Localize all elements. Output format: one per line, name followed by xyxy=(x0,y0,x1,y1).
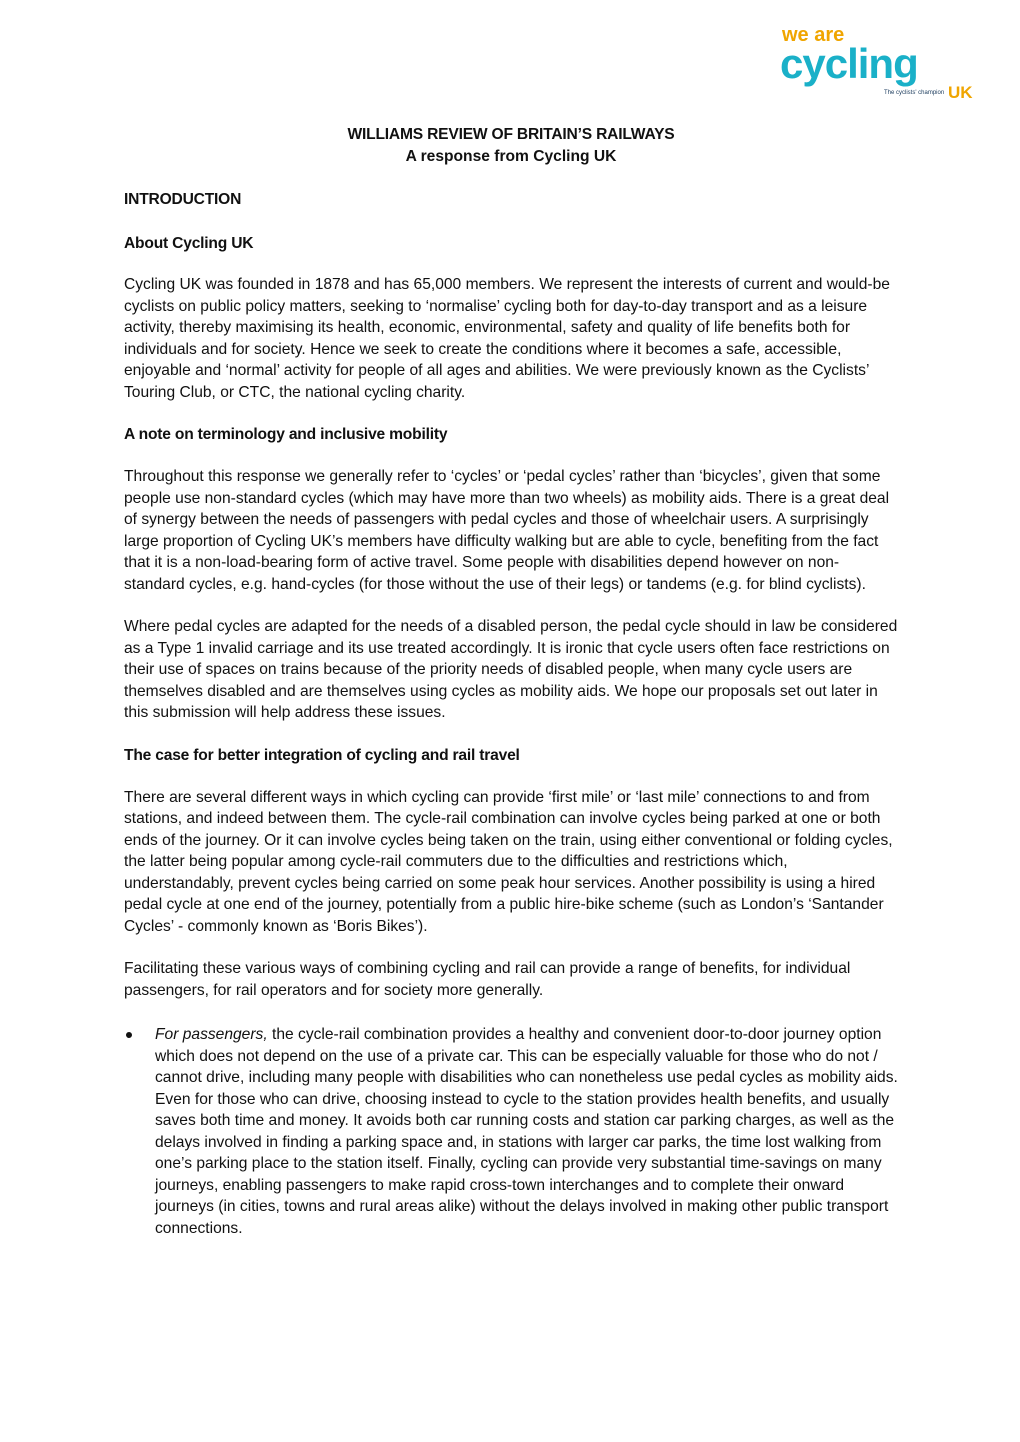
bullet-icon xyxy=(126,1032,132,1038)
logo-line1: we are xyxy=(782,24,845,46)
logo-line3: UK xyxy=(948,83,973,100)
paragraph-terminology-1: Throughout this response we generally refer to ‘cycles’ or ‘pedal cycles’ rather than ‘bicycles’, given that some people use non-standard cycles (which may have more than two wheels) as mobility aids. There is a great deal of synergy between the needs of passengers with pedal cycles and those of wheelchair users. A surprisingly large proportion of Cycling UK’s members have difficulty walking but are able to cycle, benefiting from the fact that it is a non-load-bearing form of active travel. Some people with disabilities depend however on non-standard cycles, e.g. hand-cycles (for those without the use of their legs) or tandems (e.g. for blind cyclists). xyxy=(124,468,890,593)
paragraph-integration-1: There are several different ways in which cycling can provide ‘first mile’ or ‘last mile’ connections to and from stations, and indeed between them. The cycle-rail combination can involve cycles being parked at one or both ends of the journey. Or it can involve cycles being taken on the train, using either conventional or folding cycles, the latter being popular among cycle-rail commuters due to the difficulties and restrictions which, understandably, prevent cycles being carried on some peak hour services. Another possibility is using a hired pedal cycle at one end of the journey, potentially from a public hire-bike scheme (such as London’s ‘Santander Cycles’ - commonly known as ‘Boris Bikes’). xyxy=(124,788,893,935)
cycling-uk-logo xyxy=(780,24,980,100)
benefits-list xyxy=(124,1024,898,1239)
paragraph-about: Cycling UK was founded in 1878 and has 65,000 members. We represent the interests of current and would-be cyclists on public policy matters, seeking to ‘normalise’ cycling both for day-to-day transport and as a leisure activity, thereby maximising its health, economic, environmental, safety and quality of life benefits both for individuals and for society. Hence we seek to create the conditions where it becomes a safe, accessible, enjoyable and ‘normal’ activity for people of all ages and abilities. We were previously known as the Cyclists’ Touring Club, or CTC, the national cycling charity. xyxy=(124,276,890,401)
heading-about: About Cycling UK xyxy=(124,235,254,252)
paragraph-terminology-2: Where pedal cycles are adapted for the needs of a disabled person, the pedal cycle should in law be considered as a Type 1 invalid carriage and its use treated accordingly. It is ironic that cycle users often face restrictions on their use of spaces on trains because of the priority needs of disabled people, when many cycle users are themselves disabled and are themselves using cycles as mobility aids. We hope our proposals set out later in this submission will help address these issues. xyxy=(124,618,898,721)
logo-tagline: The cyclists' champion xyxy=(884,90,945,96)
section-heading-introduction: INTRODUCTION xyxy=(124,191,242,208)
cycling-uk-logo-icon xyxy=(780,24,980,100)
paragraph-integration-2: Facilitating these various ways of combining cycling and rail can provide a range of benefits, for individual passengers, for rail operators and for society more generally. xyxy=(124,960,851,999)
document-title: WILLIAMS REVIEW OF BRITAIN’S RAILWAYS xyxy=(347,126,675,143)
bullet-lead: For passengers, xyxy=(155,1026,268,1043)
bullet-text: the cycle-rail combination provides a healthy and convenient door-to-door journey option which does not depend on the use of a private car. This can be especially valuable for those who do not / cannot drive, including many people with disabilities who can nonetheless use pedal cycles as mobility aids. Even for those who can drive, choosing instead to cycle to the station provides health benefits, and usually saves both time and money. It avoids both car running costs and station car parking charges, as well as the delays involved in finding a parking space and, in stations with larger car parks, the time lost walking from one’s parking place to the station itself. Finally, cycling can provide very substantial time-savings on many journeys, enabling passengers to make rapid cross-town interchanges and to complete their onward journeys (in cities, towns and rural areas alike) without the delays involved in making other public transport connections. xyxy=(155,1026,898,1237)
heading-terminology: A note on terminology and inclusive mobility xyxy=(124,426,448,443)
heading-integration: The case for better integration of cycling and rail travel xyxy=(124,746,520,764)
document-subtitle: A response from Cycling UK xyxy=(405,148,617,165)
document-body xyxy=(124,124,898,1239)
list-item xyxy=(124,1024,898,1239)
logo-line2: cycling xyxy=(780,40,918,87)
